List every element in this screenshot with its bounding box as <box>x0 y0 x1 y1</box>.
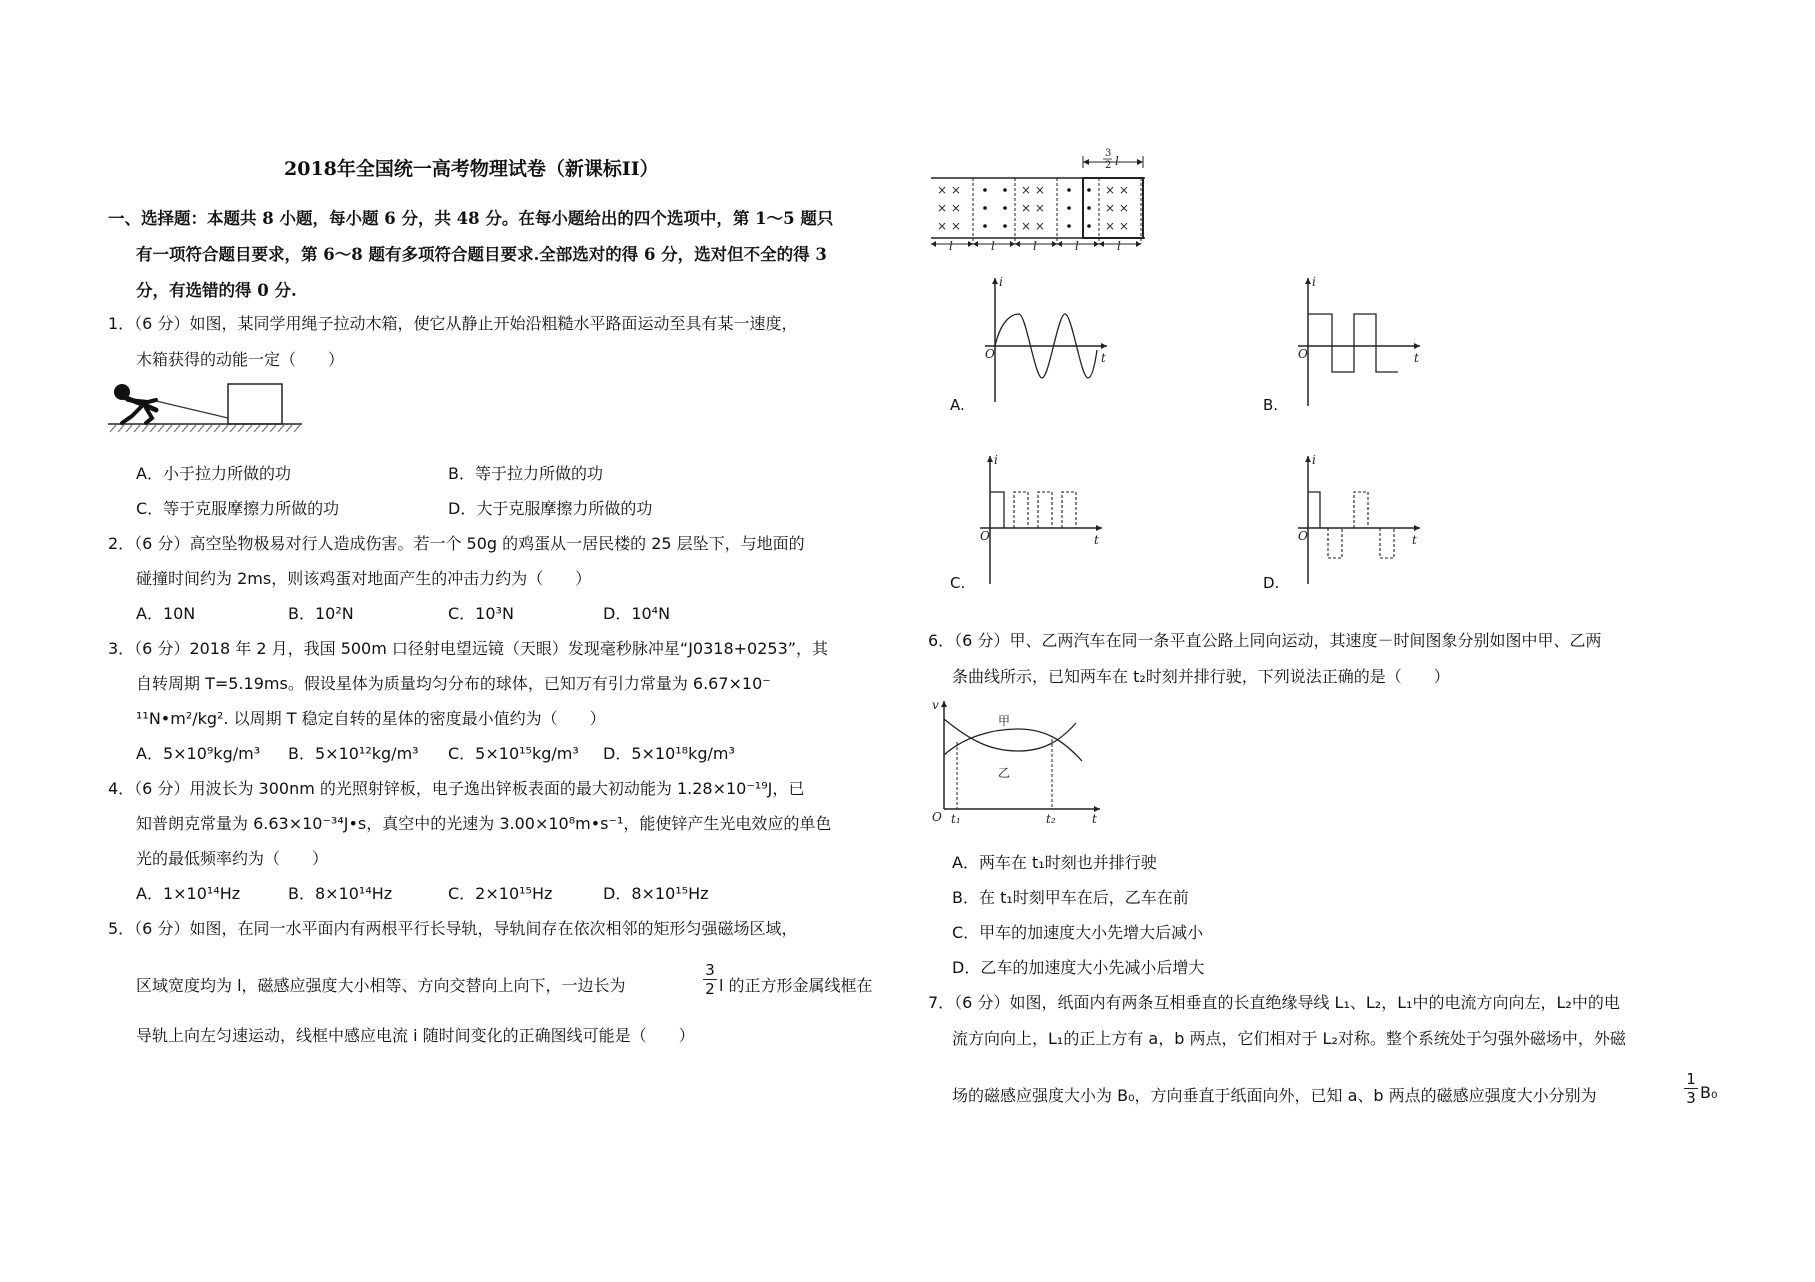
section-line-1: 一、选择题：本题共 8 小题，每小题 6 分，共 48 分。在每小题给出的四个选项中，第 1～5 题只 <box>108 209 834 228</box>
q4-line-3: 光的最低频率约为（ ） <box>136 849 329 868</box>
q3-line-2: 自转周期 T=5.19ms。假设星体为质量均匀分布的球体，已知万有引力常量为 6.67×10⁻ <box>136 674 771 693</box>
q2-line-2: 碰撞时间约为 2ms，则该鸡蛋对地面产生的冲击力约为（ ） <box>136 569 592 588</box>
field-cross-row: × × <box>1105 201 1129 215</box>
q2-option-c: C．10³N <box>448 604 514 623</box>
q2-line-1: 2．（6 分）高空坠物极易对行人造成伤害。若一个 50g 的鸡蛋从一居民楼的 25 层坠下，与地面的 <box>108 534 805 553</box>
q7-line-3a: 场的磁感应强度大小为 B₀，方向垂直于纸面向外，已知 a、b 两点的磁感应强度大小分别为 <box>952 1086 1597 1105</box>
field-top-numerator: 3 <box>1105 148 1112 159</box>
q7-line-1: 7．（6 分）如图，纸面内有两条互相垂直的长直绝缘导线 L₁、L₂，L₁中的电流方向向左，L₂中的电 <box>928 993 1620 1012</box>
q6-velocity-time-graph <box>932 697 1108 827</box>
graph-c-t-label: t <box>1094 533 1099 547</box>
q3-option-c: C．5×10¹⁵kg/m³ <box>448 744 579 763</box>
q5-field-region-diagram <box>931 146 1151 258</box>
graph-d-i-label: i <box>1312 453 1316 467</box>
page-title: 2018年全国统一高考物理试卷（新课标II） <box>284 158 659 180</box>
field-cross-row: × × <box>937 219 961 233</box>
q4-option-b: B．8×10¹⁴Hz <box>288 884 393 903</box>
q1-figure-person-pulling-box <box>108 380 304 435</box>
q1-option-c: C．等于克服摩擦力所做的功 <box>136 499 340 518</box>
q7-line-2: 流方向向上，L₁的正上方有 a，b 两点，它们相对于 L₂对称。整个系统处于匀强外磁场中，外磁 <box>952 1029 1626 1048</box>
graph-b-i-label: i <box>1312 275 1316 289</box>
graph-c-label: C. <box>950 574 966 592</box>
graph-a-origin: O <box>985 347 995 361</box>
field-bottom-l: l <box>1033 239 1037 253</box>
q6-option-c: C．甲车的加速度大小先增大后减小 <box>952 923 1204 942</box>
q1-line-1: 1．（6 分）如图，某同学用绳子拉动木箱，使它从静止开始沿粗糙水平路面运动至具有某一速度， <box>108 314 798 333</box>
field-bottom-l: l <box>1075 239 1079 253</box>
graph-b-label: B. <box>1263 396 1279 414</box>
q6-t-label: t <box>1092 812 1097 826</box>
q3-option-d: D．5×10¹⁸kg/m³ <box>603 744 735 763</box>
q7-fraction-denominator: 3 <box>1684 1088 1698 1107</box>
q1-option-b: B．等于拉力所做的功 <box>448 464 603 483</box>
q1-line-2: 木箱获得的动能一定（ ） <box>136 350 345 369</box>
q5-fraction-denominator: 2 <box>703 979 717 998</box>
field-cross-row: × × <box>1021 183 1045 197</box>
q5-line-1: 5．（6 分）如图，在同一水平面内有两根平行长导轨，导轨间存在依次相邻的矩形匀强磁场区域， <box>108 919 798 938</box>
q5-fraction-numerator: 3 <box>705 961 715 979</box>
section-line-3: 分，有选错的得 0 分. <box>136 281 297 300</box>
q6-yi-label: 乙 <box>998 766 1011 780</box>
graph-b-origin: O <box>1298 347 1308 361</box>
q4-line-2: 知普朗克常量为 6.63×10⁻³⁴J•s，真空中的光速为 3.00×10⁸m•s⁻¹，能使锌产生光电效应的单色 <box>136 814 832 833</box>
q1-option-d: D．大于克服摩擦力所做的功 <box>448 499 653 518</box>
q5-line-3: 导轨上向左匀速运动，线框中感应电流 i 随时间变化的正确图线可能是（ ） <box>136 1026 695 1045</box>
field-bottom-l: l <box>1117 239 1121 253</box>
q2-option-a: A．10N <box>136 604 196 623</box>
q3-line-3: ¹¹N•m²/kg². 以周期 T 稳定自转的星体的密度最小值约为（ ） <box>136 709 606 728</box>
q6-option-d: D．乙车的加速度大小先减小后增大 <box>952 958 1205 977</box>
field-cross-row: × × <box>1021 219 1045 233</box>
graph-d-t-label: t <box>1412 533 1417 547</box>
field-cross-row: × × <box>1105 219 1129 233</box>
q7-line-3b: B₀ <box>1700 1083 1718 1102</box>
graph-option-a <box>985 274 1115 406</box>
q6-line-2: 条曲线所示，已知两车在 t₂时刻并排行驶，下列说法正确的是（ ） <box>952 667 1450 686</box>
field-bottom-l: l <box>991 239 995 253</box>
graph-c-i-label: i <box>994 453 998 467</box>
graph-a-i-label: i <box>999 275 1003 289</box>
field-cross-row: × × <box>1105 183 1129 197</box>
field-cross-row: × × <box>937 201 961 215</box>
graph-d-origin: O <box>1298 529 1308 543</box>
graph-option-d <box>1298 452 1428 584</box>
q6-v-label: v <box>932 698 939 712</box>
field-bottom-l: l <box>949 239 953 253</box>
q2-option-d: D．10⁴N <box>603 604 671 623</box>
q6-jia-label: 甲 <box>998 714 1011 728</box>
q4-line-1: 4．（6 分）用波长为 300nm 的光照射锌板，电子逸出锌板表面的最大初动能为 1.28×10⁻¹⁹J，已 <box>108 779 805 798</box>
q4-option-c: C．2×10¹⁵Hz <box>448 884 553 903</box>
q5-line-2b: l 的正方形金属线框在 <box>719 976 873 995</box>
q3-option-b: B．5×10¹²kg/m³ <box>288 744 419 763</box>
graph-d-label: D. <box>1263 574 1280 592</box>
q6-line-1: 6．（6 分）甲、乙两汽车在同一条平直公路上同向运动，其速度－时间图象分别如图中甲、乙两 <box>928 631 1602 650</box>
field-top-denominator: 2 <box>1105 160 1112 171</box>
q5-line-2a: 区域宽度均为 l，磁感应强度大小相等、方向交替向上向下，一边长为 <box>136 976 626 995</box>
field-top-variable: l <box>1115 154 1119 168</box>
q7-fraction-numerator: 1 <box>1686 1070 1696 1088</box>
graph-option-c <box>980 452 1110 584</box>
graph-a-t-label: t <box>1101 351 1106 365</box>
q3-line-1: 3．（6 分）2018 年 2 月，我国 500m 口径射电望远镜（天眼）发现毫秒脉冲星“J0318+0253”，其 <box>108 639 829 658</box>
q5-fraction <box>703 961 717 998</box>
field-cross-row: × × <box>1021 201 1045 215</box>
q6-option-b: B．在 t₁时刻甲车在后，乙车在前 <box>952 888 1189 907</box>
q6-origin: O <box>932 810 942 824</box>
graph-a-label: A. <box>950 396 965 414</box>
graph-option-b <box>1298 274 1428 406</box>
q2-option-b: B．10²N <box>288 604 354 623</box>
q3-option-a: A．5×10⁹kg/m³ <box>136 744 261 763</box>
field-cross-row: × × <box>937 183 961 197</box>
graph-b-t-label: t <box>1414 351 1419 365</box>
graph-c-origin: O <box>980 529 990 543</box>
q4-option-d: D．8×10¹⁵Hz <box>603 884 709 903</box>
q6-option-a: A．两车在 t₁时刻也并排行驶 <box>952 853 1157 872</box>
q7-fraction <box>1684 1070 1698 1107</box>
q4-option-a: A．1×10¹⁴Hz <box>136 884 241 903</box>
q6-t1-label: t₁ <box>951 812 961 826</box>
q1-option-a: A．小于拉力所做的功 <box>136 464 291 483</box>
q6-t2-label: t₂ <box>1046 812 1056 826</box>
section-line-2: 有一项符合题目要求，第 6～8 题有多项符合题目要求.全部选对的得 6 分，选对但不全的得 3 <box>136 245 827 264</box>
